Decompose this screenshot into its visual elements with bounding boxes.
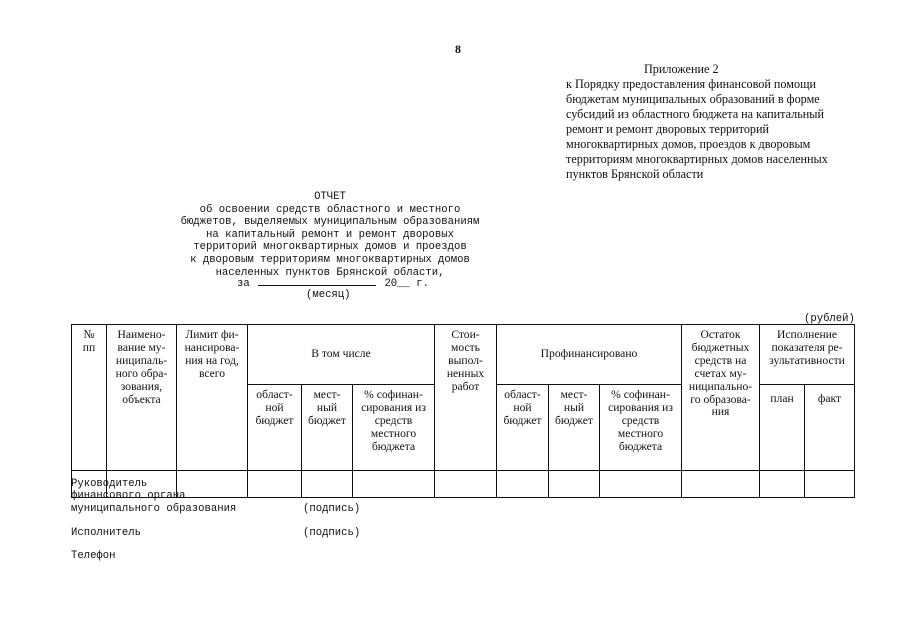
executor-label: Исполнитель (71, 527, 141, 539)
header-limit: Лимит фи- нансирова- ния на год, всего (177, 325, 248, 471)
header-group-financed: Профинансировано (497, 325, 682, 385)
header-incl-pct: % софинан- сирования из средств местного бюджета (353, 385, 435, 471)
header-cost: Стои- мость выпол- ненных работ (435, 325, 497, 471)
report-period (237, 276, 429, 290)
header-fin-local: мест- ный бюджет (549, 385, 600, 471)
table-cell (600, 471, 682, 498)
report-heading (170, 191, 490, 279)
appendix-line: к Порядку предоставления финансовой помощи (566, 77, 816, 91)
appendix-line: территориям многоквартирных домов населенных (566, 152, 828, 166)
table-cell (805, 471, 855, 498)
report-line: на капитальный ремонт и ремонт дворовых (206, 228, 454, 241)
page-number: 8 (455, 42, 461, 56)
report-line: об освоении средств областного и местного (199, 203, 461, 216)
report-line: к дворовым территориям многоквартирных домов (190, 253, 470, 266)
signature-head-line: Руководитель (71, 478, 148, 490)
appendix-line: ремонт и ремонт дворовых территорий (566, 122, 770, 136)
header-incl-local: мест- ный бюджет (302, 385, 353, 471)
header-res-fact: факт (805, 385, 855, 471)
table-cell (549, 471, 600, 498)
executor-signature-caption: (подпись) (303, 527, 361, 539)
report-title: ОТЧЕТ (314, 191, 346, 203)
header-group-result: Исполнение показателя ре- зультативности (760, 325, 855, 385)
table-cell (435, 471, 497, 498)
table-cell (760, 471, 805, 498)
report-line: населенных пунктов Брянской области, (215, 266, 445, 279)
head-signature-caption: (подпись) (303, 503, 361, 515)
signature-head-line: финансового органа (71, 490, 186, 503)
appendix-line: многоквартирных домов, проездов к дворовым (566, 137, 811, 151)
appendix-line: пунктов Брянской области (566, 167, 704, 181)
table-cell (302, 471, 353, 498)
units-label: (рублей) (804, 313, 855, 325)
header-fin-regional: област- ной бюджет (497, 385, 549, 471)
month-caption: (месяц) (306, 289, 351, 301)
table-cell (682, 471, 760, 498)
header-remainder: Остаток бюджетных средств на счетах му- ниципально- го образова- ния (682, 325, 760, 471)
month-blank (258, 276, 376, 286)
appendix-line: бюджетам муниципальных образований в форме (566, 92, 820, 106)
table-cell (353, 471, 435, 498)
header-incl-regional: област- ной бюджет (248, 385, 302, 471)
table-cell (248, 471, 302, 498)
signature-block (71, 478, 236, 515)
header-fin-pct: % софинан- сирования из средств местного бюджета (600, 385, 682, 471)
header-num: № пп (72, 325, 107, 471)
period-prefix: за (237, 278, 250, 290)
report-table (71, 324, 855, 498)
appendix-block (566, 62, 866, 182)
header-name: Наимено- вание му- ниципаль- ного обра- зования, объекта (107, 325, 177, 471)
header-res-plan: план (760, 385, 805, 471)
report-line: территорий многоквартирных домов и проездов (193, 241, 467, 254)
signature-head-line: муниципального образования (71, 502, 237, 515)
appendix-title: Приложение 2 (644, 62, 719, 76)
report-line: бюджетов, выделяемых муниципальным образованиям (180, 216, 480, 229)
appendix-line: субсидий из областного бюджета на капитальный (566, 107, 825, 121)
table-cell (497, 471, 549, 498)
header-group-including: В том числе (248, 325, 435, 385)
phone-label: Телефон (71, 550, 116, 562)
period-year: 20__ г. (384, 278, 429, 290)
